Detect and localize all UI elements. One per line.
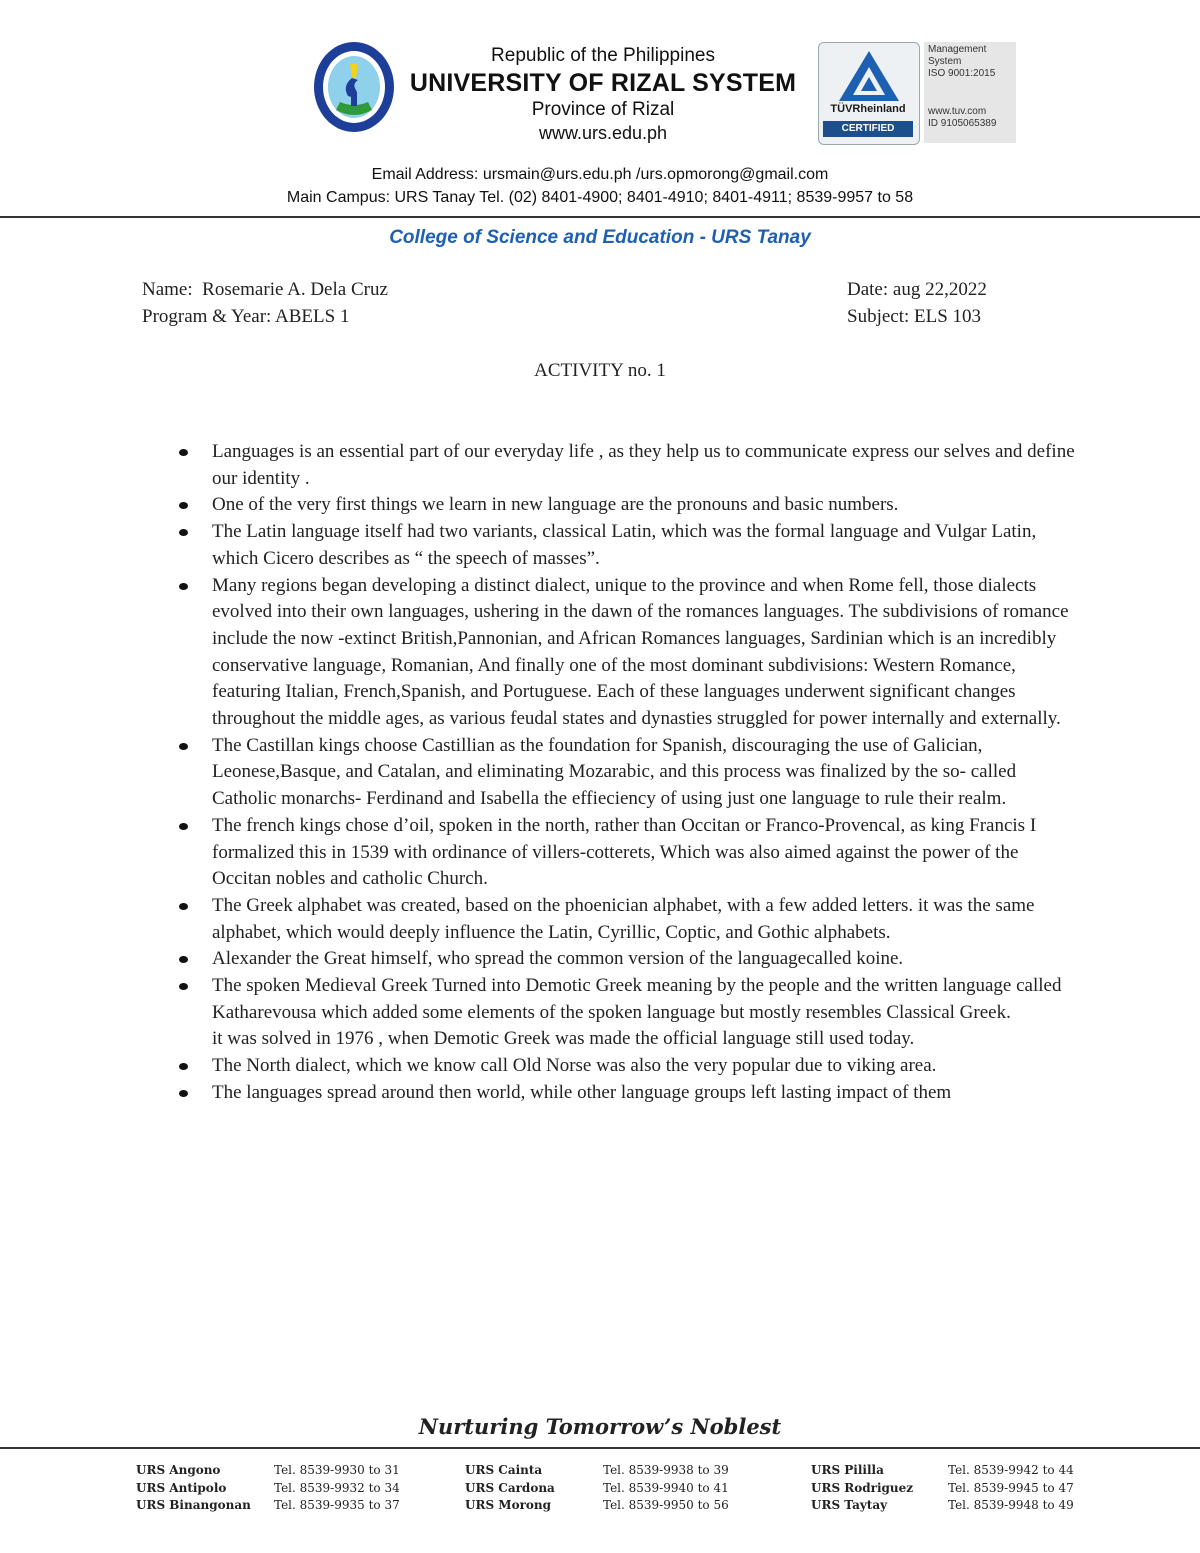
list-item: The North dialect, which we know call Old Norse was also the very popular due to viking area. bbox=[175, 1053, 1075, 1080]
tuv-brand: TÜVRheinland bbox=[830, 103, 906, 115]
cert-management: Management System bbox=[928, 44, 987, 67]
email-line: Email Address: ursmain@urs.edu.ph /urs.opmorong@gmail.com bbox=[371, 166, 829, 183]
bullet-icon bbox=[179, 1090, 188, 1097]
date-label: Date: bbox=[847, 279, 889, 300]
footer-motto: Nurturing Tomorrow’s Noblest bbox=[418, 1414, 782, 1439]
bullet-icon bbox=[179, 743, 188, 750]
cert-info bbox=[924, 42, 1016, 143]
program-value: ABELS 1 bbox=[275, 306, 350, 327]
cert-id: ID 9105065389 bbox=[928, 118, 997, 129]
subject-label: Subject: bbox=[847, 306, 910, 327]
bullet-icon bbox=[179, 983, 188, 990]
date-value: aug 22,2022 bbox=[892, 279, 987, 300]
certified-label: CERTIFIED bbox=[823, 121, 913, 137]
list-item: The languages spread around then world, while other language groups left lasting impact of them bbox=[175, 1080, 1075, 1107]
activity-title: ACTIVITY no. 1 bbox=[534, 360, 666, 381]
footer-divider bbox=[0, 1447, 1200, 1449]
campus-tels-col-2: Tel. 8539-9938 to 39 Tel. 8539-9940 to 41 Tel. 8539-9950 to 56 bbox=[603, 1463, 729, 1512]
bullet-icon bbox=[179, 823, 188, 830]
bullet-icon bbox=[179, 502, 188, 509]
list-item: Alexander the Great himself, who spread the common version of the languagecalled koine. bbox=[175, 946, 1075, 973]
list-item: The spoken Medieval Greek Turned into Demotic Greek meaning by the people and the written language called Katharevousa which added some elements of the spoken language but mostly resembles Classical Greek. bbox=[175, 973, 1075, 1026]
university-name: UNIVERSITY OF RIZAL SYSTEM bbox=[409, 69, 797, 97]
campus-tels-col-1: Tel. 8539-9930 to 31 Tel. 8539-9932 to 34 Tel. 8539-9935 to 37 bbox=[274, 1463, 400, 1512]
main-campus-line: Main Campus: URS Tanay Tel. (02) 8401-4900; 8401-4910; 8401-4911; 8539-9957 to 58 bbox=[286, 189, 914, 206]
list-item: Many regions began developing a distinct dialect, unique to the province and when Rome fell, those dialects evolved into their own languages, ushering in the dawn of the romances languages. The subdivisions of romance include the now -extinct British,Pannonian, and African Romances languages, Sardinian which is an incredibly conservative language, Romanian, And finally one of the most dominant subdivisions: Western Romance, featuring Italian, French,Spanish, and Portuguese. Each of these languages underwent significant changes throughout the middle ages, as various feudal states and dynasties struggled for power internally and externally. bbox=[175, 573, 1075, 733]
name-field bbox=[142, 279, 388, 301]
republic-line: Republic of the Philippines bbox=[491, 45, 715, 66]
cert-site: www.tuv.com bbox=[928, 106, 987, 117]
campus-tels-col-3: Tel. 8539-9942 to 44 Tel. 8539-9945 to 47 Tel. 8539-9948 to 49 bbox=[948, 1463, 1074, 1512]
list-item: The french kings chose d’oil, spoken in the north, rather than Occitan or Franco-Provencal, as king Francis I formalized this in 1539 with ordinance of villers-cotterets, Which was also aimed against the power of the Occitan nobles and catholic Church. bbox=[175, 813, 1075, 893]
certification-badge bbox=[818, 42, 1016, 143]
cert-iso: ISO 9001:2015 bbox=[928, 68, 996, 79]
list-item: Languages is an essential part of our everyday life , as they help us to communicate express our selves and define our identity . bbox=[175, 439, 1075, 492]
campus-names-col-2: URS Cainta URS Cardona URS Morong bbox=[465, 1463, 555, 1512]
header-divider bbox=[0, 216, 1200, 218]
name-value: Rosemarie A. Dela Cruz bbox=[202, 279, 388, 300]
date-field bbox=[847, 279, 987, 301]
bullet-icon bbox=[179, 449, 188, 456]
college-title: College of Science and Education - URS Tanay bbox=[389, 227, 811, 248]
program-label: Program & Year: bbox=[142, 306, 272, 327]
province-line: Province of Rizal bbox=[531, 99, 675, 120]
list-item: The Latin language itself had two variants, classical Latin, which was the formal language and Vulgar Latin, which Cicero describes as “ the speech of masses”. bbox=[175, 519, 1075, 572]
bullet-icon bbox=[179, 903, 188, 910]
bullet-icon bbox=[179, 956, 188, 963]
bullet-list bbox=[175, 439, 1075, 1107]
name-label: Name: bbox=[142, 279, 193, 300]
list-item: One of the very first things we learn in new language are the pronouns and basic numbers. bbox=[175, 492, 1075, 519]
university-seal bbox=[312, 40, 396, 134]
bullet-icon bbox=[179, 529, 188, 536]
program-field bbox=[142, 306, 349, 328]
campus-names-col-3: URS Pililla URS Rodriguez URS Taytay bbox=[811, 1463, 914, 1512]
subject-field bbox=[847, 306, 981, 328]
bullet-icon bbox=[179, 583, 188, 590]
bullet-icon bbox=[179, 1063, 188, 1070]
list-item: The Greek alphabet was created, based on the phoenician alphabet, with a few added letters. it was the same alphabet, which would deeply influence the Latin, Cyrillic, Coptic, and Gothic alphabets. bbox=[175, 893, 1075, 946]
tuv-logo bbox=[818, 42, 920, 145]
triangle-icon bbox=[819, 47, 919, 107]
subject-value: ELS 103 bbox=[914, 306, 982, 327]
campus-names-col-1: URS Angono URS Antipolo URS Binangonan bbox=[136, 1463, 251, 1512]
list-item: The Castillan kings choose Castillian as the foundation for Spanish, discouraging the use of Galician, Leonese,Basque, and Catalan, and eliminating Mozarabic, and this process was finalized by the so- called Catholic monarchs- Ferdinand and Isabella the effieciency of using just one language to rule their realm. bbox=[175, 733, 1075, 813]
list-item-continuation: it was solved in 1976 , when Demotic Greek was made the official language still used today. bbox=[212, 1028, 915, 1050]
university-header bbox=[400, 44, 806, 144]
website-link[interactable]: www.urs.edu.ph bbox=[538, 123, 668, 143]
